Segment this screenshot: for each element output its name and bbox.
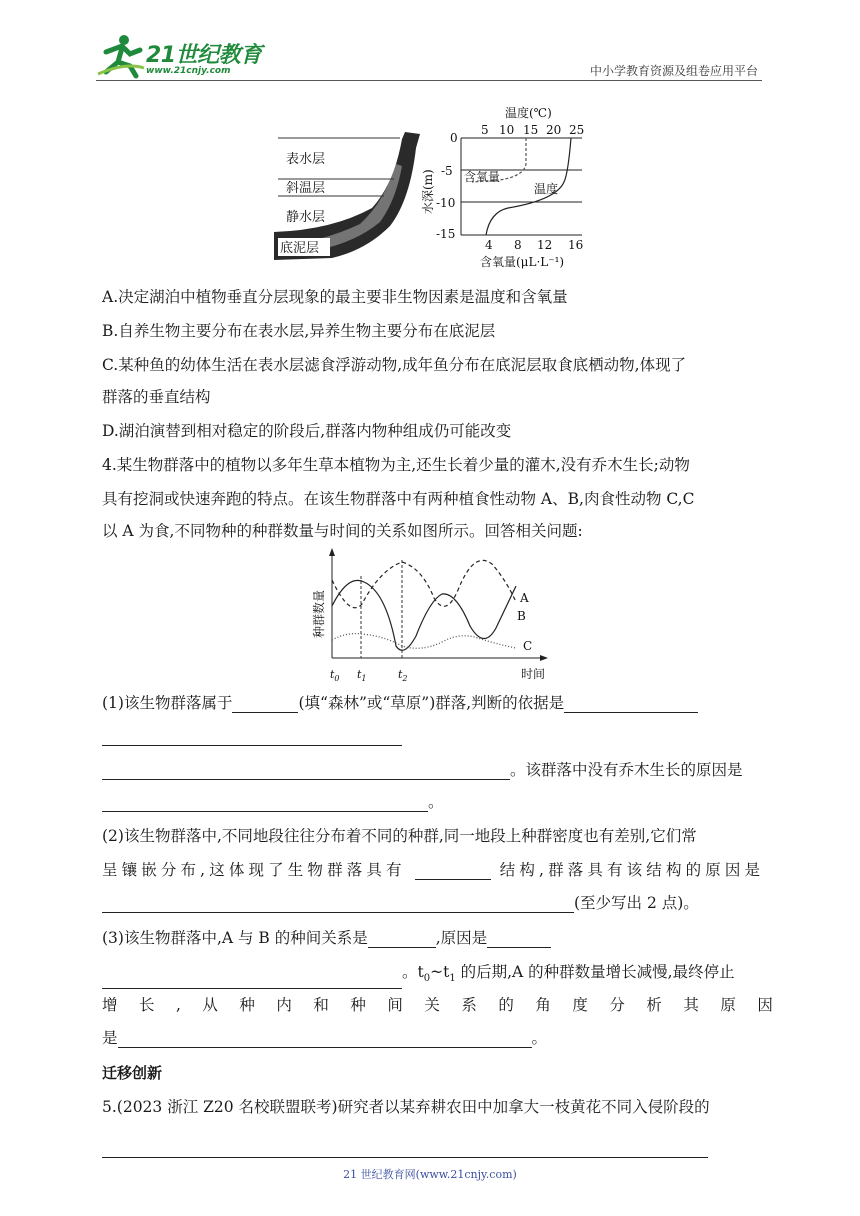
depth-profile-chart [420, 105, 584, 269]
lake-cross-section [274, 132, 420, 260]
platform-name: 中小学教育资源及组卷应用平台 [589, 64, 758, 78]
sub2-text-a: 呈镶嵌分布,这体现了生物群落具有 [102, 861, 406, 879]
answer-blank-2b[interactable] [102, 896, 574, 913]
sub1-line2 [102, 726, 402, 746]
logo-url: www.21cnjy.com [146, 66, 231, 76]
oxygen-label: 含氧量 [464, 170, 501, 184]
sub3-text-c: 。t [402, 963, 424, 981]
series-c-label: C [523, 639, 533, 653]
top-tick-10: 10 [499, 123, 515, 137]
t0-subscript: 0 [423, 973, 431, 985]
temperature-axis-title: 温度(℃) [505, 106, 552, 120]
temperature-curve [486, 138, 571, 235]
sub3-text-f: 。 [531, 1029, 548, 1047]
option-a: A.决定湖泊中植物垂直分层现象的最主要非生物因素是温度和含氧量 [102, 288, 568, 306]
answer-blank-1b[interactable] [564, 696, 698, 713]
curve-c [332, 634, 516, 649]
sub3-text-b: ,原因是 [435, 929, 488, 947]
layer-sediment: 底泥层 [280, 241, 320, 256]
left-tick-minus10: -10 [436, 196, 456, 210]
bottom-tick-16: 16 [568, 238, 584, 252]
footer-divider [102, 1157, 708, 1158]
sub3-line3: 增长,从种内和种间关系的角度分析其原因 [102, 996, 795, 1014]
series-b-label: B [517, 609, 526, 623]
answer-blank-1c[interactable] [102, 729, 402, 746]
t1-subscript: 1 [449, 973, 456, 985]
population-axis-label: 种群数量 [312, 589, 326, 638]
sub1-text-b: (填“森林”或“草原”)群落,判断的依据是 [298, 694, 565, 712]
sub2-text-b: 结构,群落具有该结构的原因是 [499, 861, 760, 879]
option-c-line2: 群落的垂直结构 [102, 388, 211, 406]
temperature-label: 温度 [534, 182, 559, 196]
answer-blank-3d[interactable] [118, 1031, 532, 1048]
answer-blank-3b[interactable] [487, 931, 551, 948]
answer-blank-1d[interactable] [102, 763, 510, 780]
top-tick-5: 5 [481, 123, 489, 137]
curve-a [332, 580, 516, 650]
q4-line2: 具有挖洞或快速奔跑的特点。在该生物群落中有两种植食性动物 A、B,肉食性动物 C,C [102, 490, 695, 508]
time-axis-label: 时间 [521, 667, 546, 681]
q4-line1: 4.某生物群落中的植物以多年生草本植物为主,还生长着少量的灌木,没有乔木生长;动物 [102, 456, 690, 474]
option-b: B.自养生物主要分布在表水层,异养生物主要分布在底泥层 [102, 322, 496, 340]
sub3-text-e: 是 [102, 1029, 118, 1047]
sub3-line4 [102, 1028, 547, 1048]
layer-surface: 表水层 [286, 152, 326, 167]
page-header [0, 0, 860, 90]
top-tick-15: 15 [523, 123, 539, 137]
bottom-tick-4: 4 [485, 238, 493, 252]
q4-line3: 以 A 为食,不同物种的种群数量与时间的关系如图所示。回答相关问题: [102, 522, 583, 540]
sub2-text-c: (至少写出 2 点)。 [574, 894, 699, 912]
answer-blank-2a[interactable] [415, 863, 491, 880]
sub1-line1 [102, 693, 698, 713]
oxygen-axis-title: 含氧量(μL·L⁻¹) [480, 255, 565, 269]
sub1-text-a: (1)该生物群落属于 [102, 694, 233, 712]
left-tick-minus5: -5 [441, 164, 453, 178]
sub2-line3 [102, 893, 699, 913]
left-tick-minus15: -15 [436, 227, 456, 241]
sub3-text-c2: ~t [430, 963, 450, 981]
layer-hypolimnion: 静水层 [286, 210, 326, 225]
t2-label: $t_2$ [398, 668, 408, 683]
sub1-line4 [102, 792, 444, 812]
option-d: D.湖泊演替到相对稳定的阶段后,群落内物种组成仍可能改变 [102, 422, 512, 440]
answer-blank-3c[interactable] [102, 972, 402, 989]
depth-axis-title: 水深(m) [421, 169, 435, 214]
bottom-tick-12: 12 [537, 238, 553, 252]
series-a-label: A [520, 591, 529, 605]
sub1-text-d: 。 [428, 793, 444, 811]
left-tick-0: 0 [450, 131, 458, 145]
layer-thermocline: 斜温层 [286, 181, 326, 196]
population-time-chart [306, 546, 556, 686]
bottom-tick-8: 8 [514, 238, 522, 252]
option-c-line1: C.某种鱼的幼体生活在表水层滤食浮游动物,成年鱼分布在底泥层取食底栖动物,体现了 [102, 356, 687, 374]
section-heading: 迁移创新 [102, 1064, 163, 1082]
sub1-line3 [102, 760, 743, 780]
sub3-line2 [102, 962, 735, 989]
lake-stratification-figure [272, 104, 592, 274]
sub3-line1 [102, 928, 551, 948]
sub2-line1: (2)该生物群落中,不同地段往往分布着不同的种群,同一地段上种群密度也有差别,它们常 [102, 827, 697, 845]
answer-blank-3a[interactable] [368, 931, 436, 948]
sub3-text-c3: 的后期,A 的种群数量增长减慢,最终停止 [455, 963, 735, 981]
answer-blank-1e[interactable] [102, 795, 428, 812]
t1-label: $t_1$ [357, 668, 367, 683]
top-tick-25: 25 [569, 123, 585, 137]
sub3-text-a: (3)该生物群落中,A 与 B 的种间关系是 [102, 929, 368, 947]
answer-blank-1a[interactable] [232, 696, 298, 713]
logo-text: 21世纪教育 [146, 43, 262, 68]
sub2-line2 [102, 860, 760, 880]
sub1-text-c: 。该群落中没有乔木生长的原因是 [510, 761, 743, 779]
t0-label: $t_0$ [330, 668, 340, 683]
header-divider [96, 80, 762, 81]
q5-line1: 5.(2023 浙江 Z20 名校联盟联考)研究者以某弃耕农田中加拿大一枝黄花不同入侵阶段的 [102, 1098, 710, 1116]
footer-text: 21 世纪教育网(www.21cnjy.com) [343, 1168, 517, 1181]
curve-b [332, 560, 516, 607]
top-tick-20: 20 [546, 123, 562, 137]
